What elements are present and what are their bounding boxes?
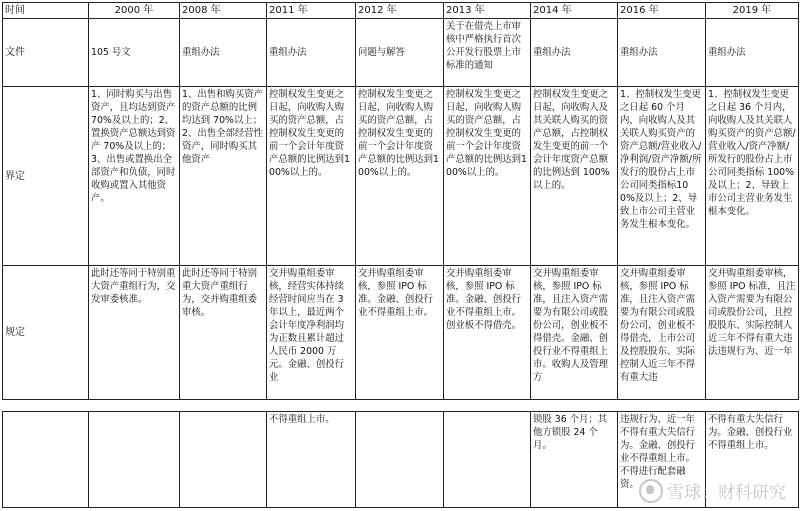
header-2000: 2000 年 [89, 3, 180, 19]
continuation-cell: 违规行为、近一年不得有重大失信行为。金融、创投行业不得重组上市。不得进行配套融资。 [618, 412, 706, 508]
header-2013: 2013 年 [444, 3, 531, 19]
file-cell: 重组办法 [618, 19, 706, 87]
continuation-label [3, 412, 89, 508]
rules-row [3, 266, 799, 400]
definition-cell: 控制权发生变更之日起，向收购人及其关联人购买的资产总额，占控制权发生变更的前一个会计年度资产总额的比例达到 100%以上的。 [531, 87, 618, 266]
rules-cell: 交并购重组委审核，参照 IPO 标准，且注入资产需要为有限公司或股份公司，且控股股东、实际控制人近三年不得有重大违法违规行为、近一年 [706, 266, 799, 400]
file-cell: 重组办法 [267, 19, 356, 87]
reorg-comparison-table [2, 2, 799, 400]
continuation-cell: 不得有重大失信行为。金融、创投行业不得重组上市。 [706, 412, 799, 508]
header-2008: 2008 年 [180, 3, 267, 19]
rules-cell: 此时还等同于特别重大资产重组行为，交发审委核准。 [89, 266, 180, 400]
rules-cell: 交并购重组委审核，参照 IPO 标准。金融、创投行业不得重组上市。 [356, 266, 444, 400]
definition-cell: 1、同时购买与出售资产，且均达到资产 70%及以上的；2、置换资产总额达到资产 70%及以上的；3、出售或置换出全部资产和负债，同时收购或置入其他资产。 [89, 87, 180, 266]
rules-cell: 此时还等同于特别重大资产重组行为，交并购重组委审核。 [180, 266, 267, 400]
rules-cell: 交并购重组委审核，参照 IPO 标准，且注入资产需要为有限公司或股份公司，创业板不得借壳，上市公司及控股股东、实际控制人近三年不得有重大违 [618, 266, 706, 400]
definition-cell: 1、出售和购买资产的资产总额的比例均达到 70%以上；2、出售全部经营性资产，同时购买其他资产 [180, 87, 267, 266]
header-time: 时间 [3, 3, 89, 19]
definition-label: 界定 [3, 87, 89, 266]
continuation-cell [89, 412, 180, 508]
continuation-cell: 锁股 36 个月；其他方锁股 24 个月。 [531, 412, 618, 508]
header-2014: 2014 年 [531, 3, 618, 19]
file-cell: 关于在借壳上市审核中严格执行首次公开发行股票上市标准的通知 [444, 19, 531, 87]
continuation-cell: 不得重组上市。 [267, 412, 356, 508]
header-2012: 2012 年 [356, 3, 444, 19]
definition-cell: 控制权发生变更之日起，向收购人购买的资产总额，占控制权发生变更的前一个会计年度资产总额的比例达到100%以上的。 [356, 87, 444, 266]
file-cell: 105 号文 [89, 19, 180, 87]
definition-cell: 控制权发生变更之日起，向收购人购买的资产总额，占控制权发生变更的前一个会计年度资产总额的比例达到100%以上的。 [444, 87, 531, 266]
definition-cell: 1、控制权发生变更之日起 36 个月内，向收购人及其关联人购买资产的资产总额/营业收入/资产净额/所发行的股份占上市公司同类指标 100%及以上；2、导致上市公司主营业务发生根本变化。 [706, 87, 799, 266]
definition-cell: 控制权发生变更之日起，向收购人购买的资产总额，占控制权发生变更的前一个会计年度资产总额的比例达到100%以上的。 [267, 87, 356, 266]
rules-cell: 交并购重组委审核，参照 IPO 标准。金融、创投行业不得重组上市。创业板不得借壳。 [444, 266, 531, 400]
file-row [3, 19, 799, 87]
header-2019: 2019 年 [706, 3, 799, 19]
definition-row [3, 87, 799, 266]
header-2016: 2016 年 [618, 3, 706, 19]
file-label: 文件 [3, 19, 89, 87]
header-2011: 2011 年 [267, 3, 356, 19]
file-cell: 问题与解答 [356, 19, 444, 87]
rules-cell: 交并购重组委审核，经营实体持续经营时间应当在 3 年以上，最近两个会计年度净利润均为正数且累计超过人民币 2000 万元。金融、创投行业 [267, 266, 356, 400]
file-cell: 重组办法 [531, 19, 618, 87]
watermark [639, 478, 786, 503]
snowball-logo-icon [639, 479, 663, 503]
continuation-cell [180, 412, 267, 508]
definition-cell: 1、控制权发生变更之日起 60 个月内，向收购人及其关联人购买资产的资产总额/营业收入/净利润/资产净额/所发行的股份占上市公司同类指标100%及以上；2、导致上市公司主营业务发生根本变化。 [618, 87, 706, 266]
header-row [3, 3, 799, 19]
file-cell: 重组办法 [180, 19, 267, 87]
continuation-cell [356, 412, 444, 508]
rules-label: 规定 [3, 266, 89, 400]
watermark-text: 雪球：财科研究 [667, 483, 786, 503]
file-cell: 重组办法 [706, 19, 799, 87]
rules-cell: 交并购重组委审核，参照 IPO 标准，且注入资产需要为有限公司或股份公司，创业板不得借壳。金融、创投行业不得重组上市。收购人及管理方 [531, 266, 618, 400]
continuation-cell [444, 412, 531, 508]
